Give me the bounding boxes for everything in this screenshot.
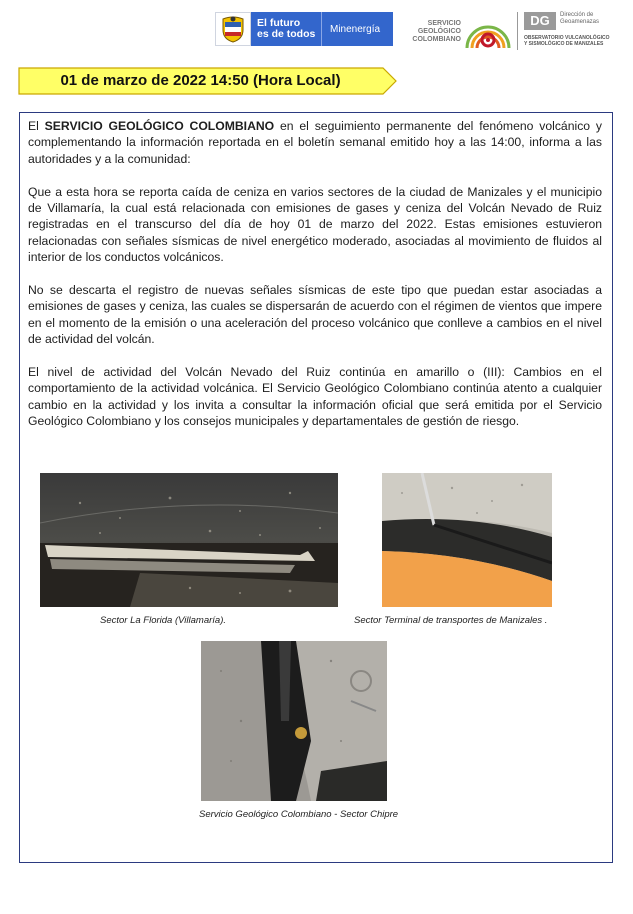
paragraph-intro xyxy=(28,118,602,167)
bulletin-text xyxy=(28,118,602,446)
gov-slogan xyxy=(251,12,321,46)
org-name: SERVICIO GEOLÓGICO COLOMBIANO xyxy=(44,119,275,133)
dg-mark-icon: DG xyxy=(524,12,556,30)
sgc-name xyxy=(403,20,461,44)
photo-la-florida xyxy=(40,473,338,607)
sgc-name-line2: GEOLÓGICO xyxy=(417,28,461,35)
paragraph-activity-level: El nivel de actividad del Volcán Nevado del Ruiz continúa en amarillo o (III): Cambios en el comportamiento de la actividad volcánica. El Servicio Geológico Colombiano continúa atento a cualquier cambio en la actividad y los invita a consultar la información oficial que será emitida por el Servicio Geológico Colombiano y los consejos municipales y departamentales de gestión de riesgo. xyxy=(28,365,602,429)
dg-title-line1: Dirección de xyxy=(560,12,594,18)
coat-of-arms-icon xyxy=(215,12,251,46)
gov-slogan-line1: El futuro xyxy=(257,17,301,29)
intro-text: en el seguimiento permanente del fenómeno volcánico y complementando la información reportada en el boletín semanal emitido hoy a las 14:00, informa a las autoridades y a la comunidad: xyxy=(28,119,602,166)
paragraph-outlook: No se descarta el registro de nuevas señales sísmicas de este tipo que puedan estar asociadas a emisiones de gases y ceniza, las cuales se dispersarán de acuerdo con el régimen de vientos que impere en el momento de la emisión o una aceleración del proceso volcánico que conlleve a cambios en el nivel de actividad del volcán. xyxy=(28,283,602,347)
ministry-label: Minenergía xyxy=(321,12,393,46)
sgc-name-line1: SERVICIO xyxy=(427,20,461,27)
dg-subtitle xyxy=(524,35,609,47)
dg-subtitle-line1: OBSERVATORIO VULCANOLÓGICO xyxy=(524,35,610,41)
caption-la-florida: Sector La Florida (Villamaría). xyxy=(100,615,227,626)
caption-terminal: Sector Terminal de transportes de Manizales . xyxy=(354,615,548,626)
bulletin-date: 01 de marzo de 2022 14:50 (Hora Local) xyxy=(60,72,341,89)
header-logos xyxy=(215,10,615,52)
dg-subtitle-line2: Y SISMOLÓGICO DE MANIZALES xyxy=(524,41,604,47)
caption-chipre: Servicio Geológico Colombiano - Sector Chipre xyxy=(199,809,399,820)
bulletin-body xyxy=(19,112,613,863)
government-logo xyxy=(215,12,393,46)
dg-title-line2: Geoamenazas xyxy=(560,19,600,25)
paragraph-ash-report: Que a esta hora se reporta caída de ceniza en varios sectores de la ciudad de Manizales y el municipio de Villamaría, la cual está relacionada con emisiones de gases y ceniza del Volcán Nevado de Ruiz registradas en el transcurso del día de hoy 01 de marzo del 2022. Estas emisiones estuvieron relacionadas con señales sísmicas de nivel energético moderado, asociadas al movimiento de fluidos al interior de los conductos volcánicos. xyxy=(28,184,602,265)
date-banner xyxy=(18,67,398,95)
intro-prefix: El xyxy=(28,119,45,133)
sgc-logo xyxy=(403,10,515,50)
dg-title xyxy=(560,12,599,26)
photo-terminal xyxy=(382,473,552,607)
dg-logo xyxy=(517,12,616,50)
sgc-spiral-icon xyxy=(463,10,513,50)
gov-slogan-line2: es de todos xyxy=(257,28,316,40)
photo-chipre xyxy=(201,641,387,801)
sgc-name-line3: COLOMBIANO xyxy=(412,36,461,43)
